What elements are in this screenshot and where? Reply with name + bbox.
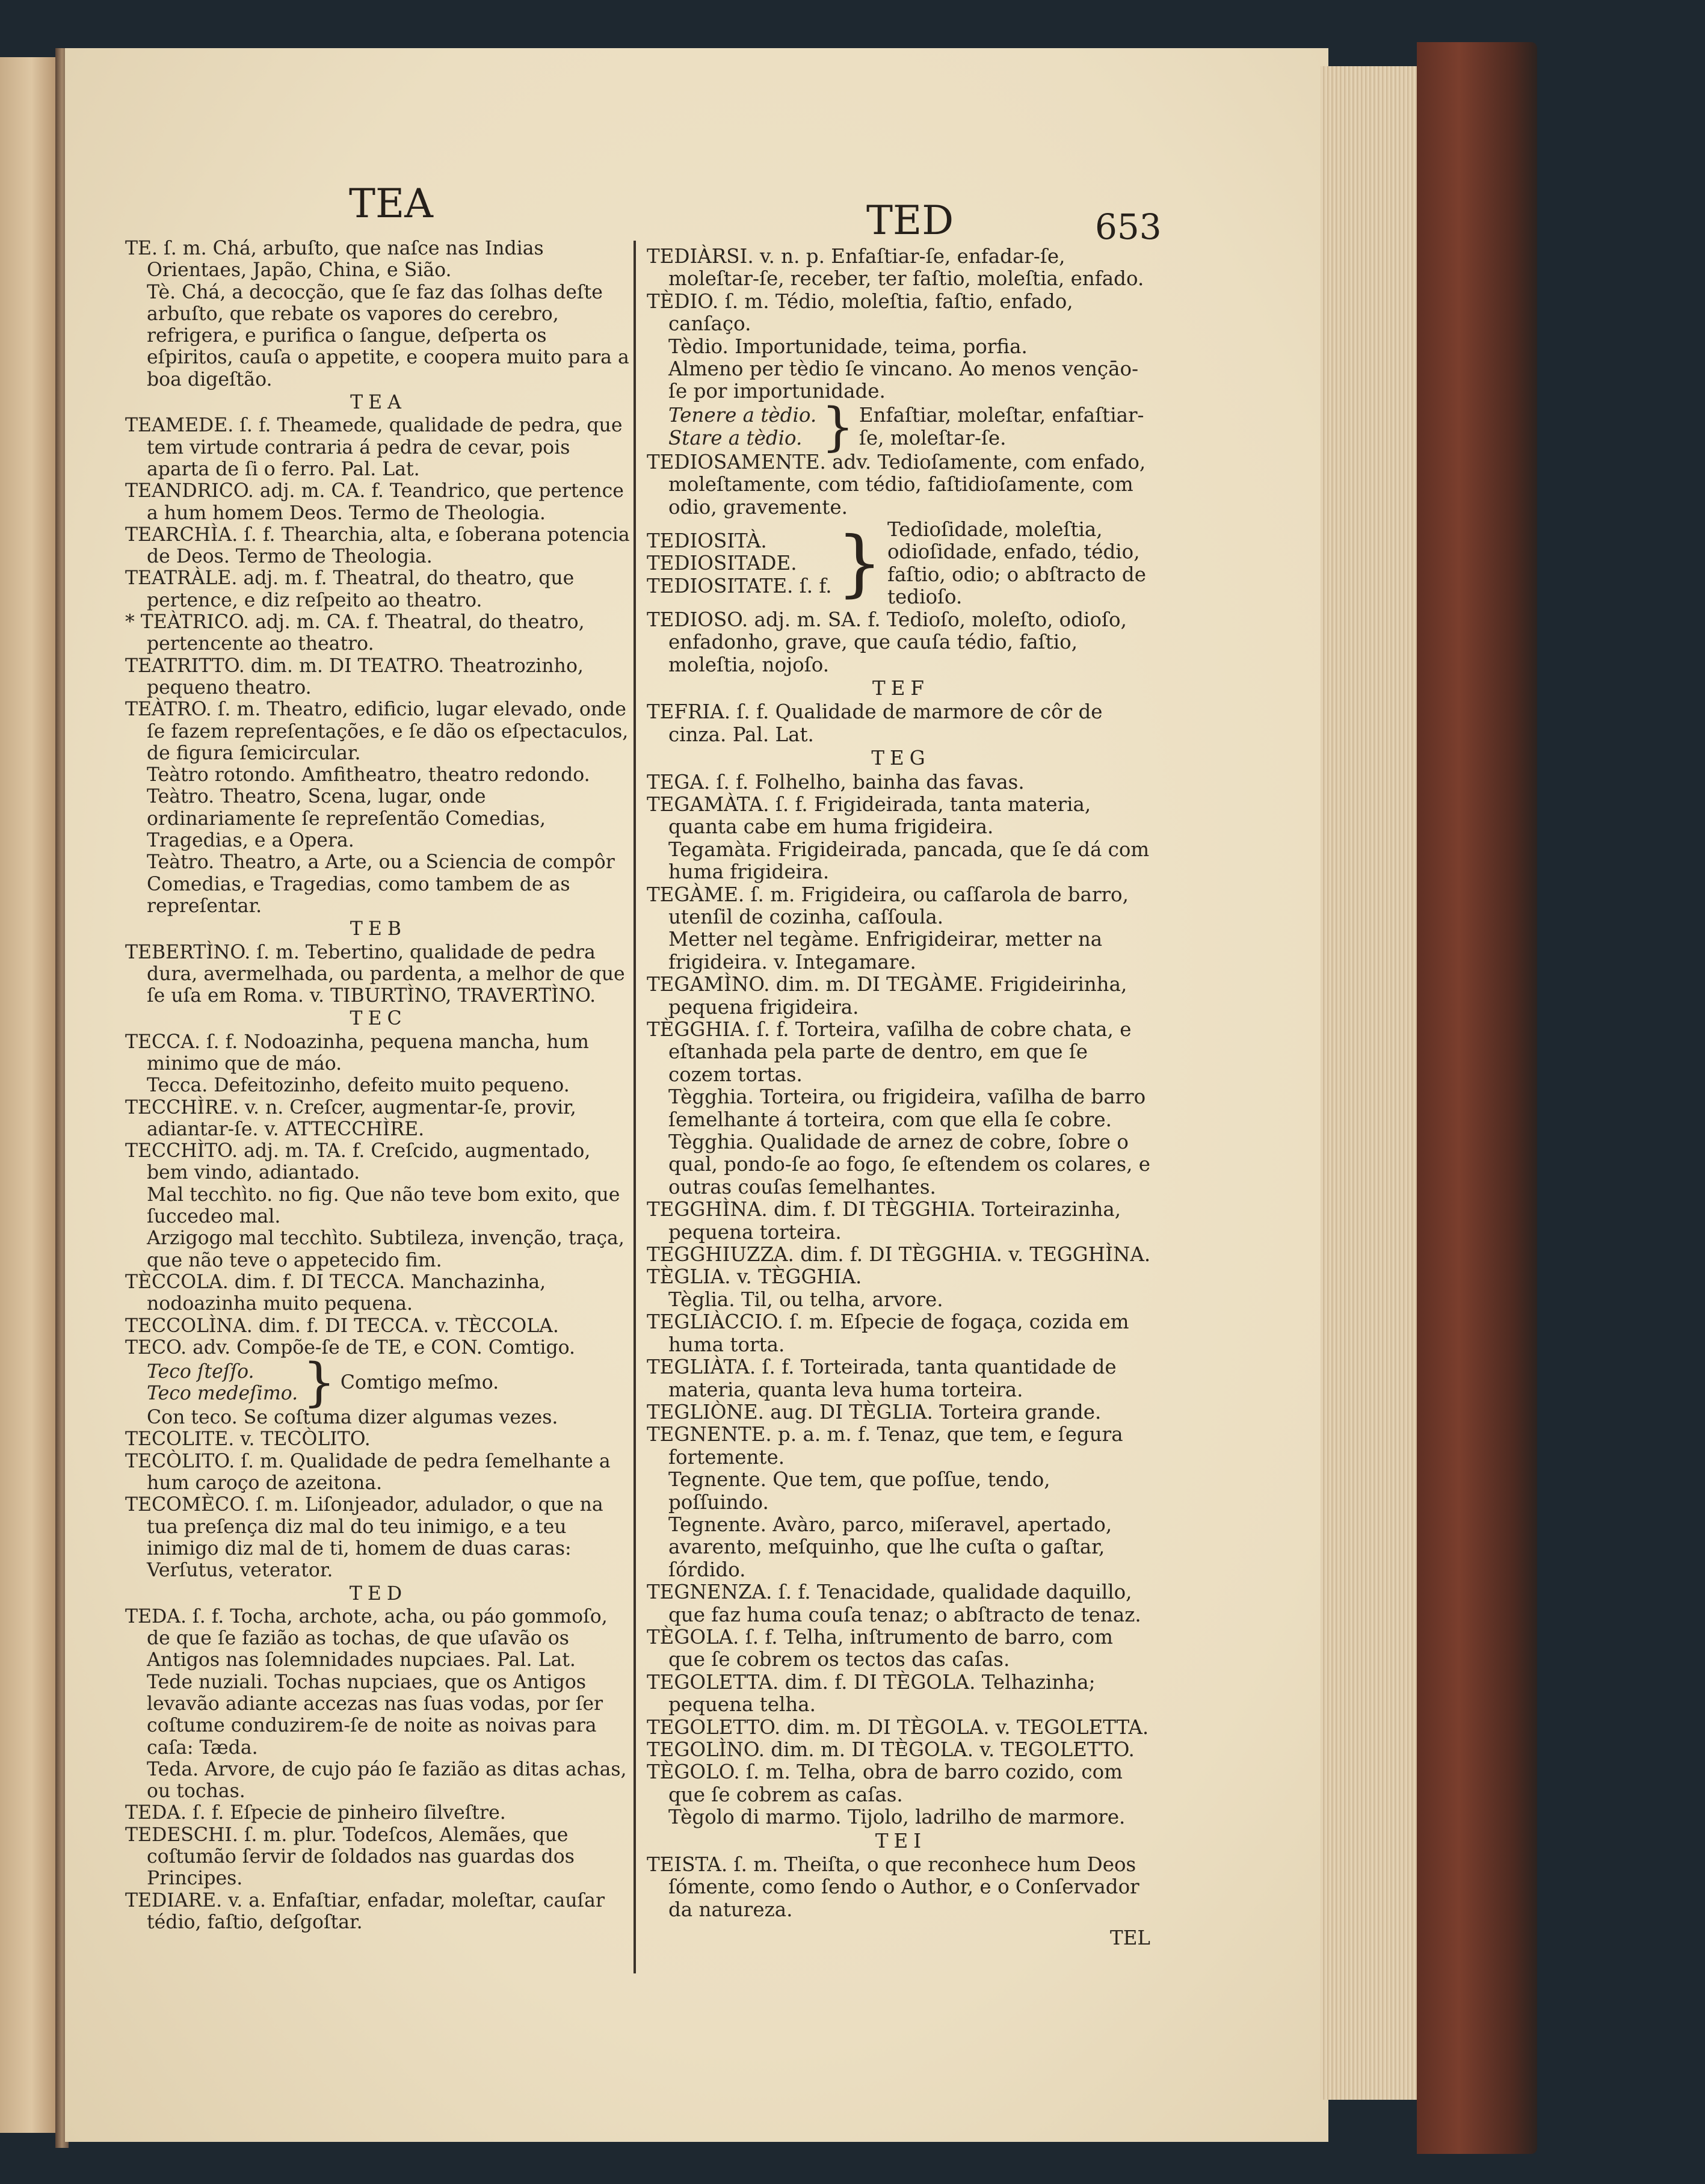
group-term: Tenere a tèdio. [668,404,817,427]
book-cover [1417,42,1537,2154]
dictionary-entry: TECCA. ſ. f. Nodoazinha, pequena mancha, hum minimo que de máo. [125,1031,589,1075]
sub-entry: Arzigogo mal tecchìto. Subtileza, invenção, traça, que não teve o appetecido fim. [147,1227,624,1271]
sub-entry: Teàtro. Theatro, a Arte, ou a Sciencia de compôr Comedias, e Tragedias, como tambem de as repreſentar. [147,851,615,917]
group-definition: Comtigo meſmo. [340,1371,499,1393]
sub-entry: Tèglia. Til, ou telha, arvore. [668,1288,943,1311]
dictionary-entry: TECO. adv. Compõe-ſe de TE, e CON. Comtigo. [125,1336,576,1359]
dictionary-entry: TÈCCOLA. dim. f. DI TECCA. Manchazinha, nodoazinha muito pequena. [125,1271,546,1315]
group-term: TEDIOSITADE. [647,552,797,575]
sub-entry: Teàtro. Theatro, Scena, lugar, onde ordinariamente ſe repreſentão Comedias, Tragedias, e a Opera. [147,786,546,852]
dictionary-entry: TEDIOSAMENTE. adv. Tedioſamente, com enfado, moleſtamente, com tédio, faſtidioſamente, com odio, gravemente. [647,450,1146,519]
section-heading: TEA [350,392,407,414]
dictionary-entry: TEFRIA. ſ. f. Qualidade de marmore de côr de cinza. Pal. Lat. [647,700,1103,746]
header-left: TEA [349,180,433,227]
dictionary-entry: TEGOLETTO. dim. m. DI TÈGOLA. v. TEGOLETTA. [647,1715,1149,1739]
sub-entry: Tegamàta. Frigideirada, pancada, que ſe dá com huma frigideira. [668,838,1150,884]
brace-glyph: } [821,396,854,457]
dictionary-entry: TEGNENTE. p. a. m. f. Tenaz, que tem, e ſegura fortemente. [647,1423,1123,1469]
sub-entry: Tegnente. Que tem, que poſſue, tendo, poſſuindo. [668,1468,1050,1514]
sub-entry: Tègghia. Qualidade de arnez de cobre, ſobre o qual, pondo-ſe ao fogo, ſe eſtendem os colares, e outras couſas ſemelhantes. [668,1131,1151,1198]
sub-entry: Tegnente. Avàro, parco, miſeravel, apertado, avarento, meſquinho, que lhe cuſta o gaſtar, ſórdido. [668,1513,1112,1581]
grouped-entry [125,1353,632,1413]
group-term: TEDIOSITATE. ſ. f. [647,574,832,597]
sub-entry: Almeno per tèdio ſe vincano. Ao menos vençāo-ſe por importunidade. [668,357,1139,403]
grouped-entry [647,396,1155,457]
dictionary-entry: TE. ſ. m. Chá, arbuſto, que naſce nas Indias Orientaes, Japão, China, e Sião. [125,238,544,282]
facing-page-edge [0,57,57,2133]
dictionary-entry: TEGGHIUZZA. dim. f. DI TÈGGHIA. v. TEGGHÌNA. [647,1243,1151,1266]
dictionary-entry: TEGAMÌNO. dim. m. DI TEGÀME. Frigideirinha, pequena frigideira. [647,973,1127,1019]
dictionary-entry: TEBERTÌNO. ſ. m. Tebertino, qualidade de pedra dura, avermelhada, ou pardenta, a melhor de que ſe uſa em Roma. v. TIBURTÌNO, TRAVERTÌNO. [125,941,625,1007]
column-rule [634,241,636,1973]
page-number: 653 [1095,206,1162,247]
dictionary-entry: TEGLIÀTA. ſ. f. Torteirada, tanta quantidade de materia, quanta leva huma torteira. [647,1356,1117,1401]
dictionary-entry: TEATRITTO. dim. m. DI TEATRO. Theatrozinho, pequeno theatro. [125,655,584,699]
dictionary-entry: TEANDRICO. adj. m. CA. f. Teandrico, que pertence a hum homem Deos. Termo de Theologia. [125,480,624,524]
dictionary-entry: TEDA. ſ. f. Eſpecie de pinheiro ſilveſtre. [125,1802,506,1824]
dictionary-entry: TEGÀME. ſ. m. Frigideira, ou caſſarola de barro, utenſil de cozinha, caſſoula. [647,883,1129,928]
dictionary-entry: TÈGOLO. ſ. m. Telha, obra de barro cozido, com que ſe cobrem as caſas. [647,1760,1123,1806]
dictionary-entry: TEAMEDE. ſ. f. Theamede, qualidade de pedra, que tem virtude contraria á pedra de cevar, pois aparta de ſi o ferro. Pal. Lat. [125,415,623,480]
dictionary-entry: TÈGLIA. v. TÈGGHIA. [647,1265,862,1289]
sub-entry: Mal tecchìto. no fig. Que não teve bom exito, que ſuccedeo mal. [147,1183,620,1228]
dictionary-entry: TÈDIO. ſ. m. Tédio, moleſtia, faſtio, enfado, canſaço. [647,289,1073,336]
dictionary-entry: TEÀTRO. ſ. m. Theatro, edificio, lugar elevado, onde ſe fazem repreſentações, e ſe dão os eſpectaculos, de figura ſemicircular. [125,699,629,764]
section-heading: TEI [875,1829,927,1852]
dictionary-entry: TÈGGHIA. ſ. f. Torteira, vaſilha de cobre chata, e eſtanhada pela parte de dentro, em que ſe cozem tortas. [647,1018,1132,1086]
brace-glyph: } [303,1353,336,1413]
brace-glyph: } [836,521,883,605]
dictionary-entry: TEDESCHI. ſ. m. plur. Todeſcos, Alemães, que coſtumão ſervir de ſoldados nas guardas dos Principes. [125,1824,575,1890]
dictionary-entry: TEGA. ſ. f. Folhelho, bainha das favas. [647,770,1025,794]
dictionary-entry: TECCOLÌNA. dim. f. DI TECCA. v. TÈCCOLA. [125,1315,559,1337]
header-center: TED [866,197,954,244]
sub-entry: Tecca. Defeitozinho, defeito muito pequeno. [147,1075,570,1097]
dictionary-entry: TEGOLETTA. dim. f. DI TÈGOLA. Telhazinha; pequena telha. [647,1670,1096,1717]
dictionary-entry: TEDIOSO. adj. m. SA. f. Tedioſo, moleſto, odioſo, enfadonho, grave, que cauſa tédio, faſtio, moleſtia, nojoſo. [647,608,1127,676]
dictionary-entry: * TEÀTRICO. adj. m. CA. f. Theatral, do theatro, pertencente ao theatro. [125,611,585,655]
section-heading: TEB [350,918,407,940]
sub-entry: Metter nel tegàme. Enfrigideirar, metter na frigideira. v. Integamare. [668,928,1103,973]
dictionary-entry: TEGOLÌNO. dim. m. DI TÈGOLA. v. TEGOLETTO. [647,1738,1135,1761]
dictionary-entry: TEATRÀLE. adj. m. f. Theatral, do theatro, que pertence, e diz reſpeito ao theatro. [125,567,575,611]
sub-entry: Tègolo di marmo. Tijolo, ladrilho de marmore. [668,1806,1126,1829]
group-term: Teco medeſimo. [147,1383,298,1405]
dictionary-entry: TECOLITE. v. TECÒLITO. [125,1428,371,1451]
catchword: TEL [1110,1926,1150,1950]
section-heading: TEC [350,1008,407,1030]
group-term: TEDIOSITÀ. [647,529,767,552]
dictionary-entry: TEGNENZA. ſ. f. Tenacidade, qualidade daquillo, que faz huma couſa tenaz; o abſtracto de tenaz. [647,1581,1141,1626]
dictionary-entry: TECCHÌTO. adj. m. TA. f. Creſcido, augmentado, bem vindo, adiantado. [125,1140,591,1184]
grouped-entry [647,519,1155,609]
group-term: Teco ſteſſo. [147,1360,254,1383]
sub-entry: Tèdio. Importunidade, teima, porfia. [668,335,1028,358]
dictionary-entry: TEDA. ſ. f. Tocha, archote, acha, ou páo gommoſo, de que ſe fazião as tochas, de que uſavão os Antigos nas ſolemnidades nupciaes. Pal. Lat. [125,1605,608,1671]
dictionary-entry: TEDIÀRSI. v. n. p. Enfaſtiar-ſe, enfadar-ſe, moleſtar-ſe, receber, ter faſtio, moleſtia, enfado. [647,245,1144,291]
section-heading: TED [349,1582,408,1605]
group-definition: Tedioſidade, moleſtia, odioſidade, enfado, tédio, faſtio, odio; o abſtracto de tedioſo. [887,518,1146,609]
left-column [125,238,632,1933]
sub-entry: Con teco. Se coſtuma dizer algumas vezes. [147,1407,558,1429]
dictionary-entry: TECÒLITO. ſ. m. Qualidade de pedra ſemelhante a hum caroço de azeitona. [125,1450,611,1495]
sub-entry: Tede nuziali. Tochas nupciaes, que os Antigos levavão adiante accezas nas ſuas vodas, por ſer coſtume conduzirem-ſe de noite as noivas para caſa: Tæda. [147,1671,603,1759]
dictionary-entry: TEARCHÌA. ſ. f. Thearchia, alta, e ſoberana potencia de Deos. Termo de Theologia. [125,523,630,568]
dictionary-entry: TECCHÌRE. v. n. Creſcer, augmentar-ſe, provir, adiantar-ſe. v. ATTECCHÌRE. [125,1096,576,1140]
group-definition: Enfaſtiar, moleſtar, enfaſtiar-ſe, moleſtar-ſe. [859,404,1144,449]
sub-entry: Teàtro rotondo. Amfitheatro, theatro redondo. [147,764,590,786]
dictionary-entry: TEDIARE. v. a. Enfaſtiar, enfadar, moleſtar, cauſar tédio, faſtio, deſgoſtar. [125,1889,605,1933]
right-column [647,245,1155,1950]
dictionary-entry: TECOMÈCO. ſ. m. Liſonjeador, adulador, o que na tua preſença diz mal do teu inimigo, e a teu inimigo diz mal de ti, homem de duas caras: Verſutus, veterator. [125,1494,603,1582]
dictionary-entry: TEGLIÒNE. aug. DI TÈGLIA. Torteira grande. [647,1400,1102,1424]
sub-entry: Tègghia. Torteira, ou frigideira, vaſilha de barro ſemelhante á torteira, com que ella ſe cobre. [668,1085,1146,1131]
section-heading: TEF [872,676,930,700]
dictionary-entry: TEGLIÀCCIO. ſ. m. Eſpecie de fogaça, cozida em huma torta. [647,1310,1129,1356]
sub-entry: Teda. Arvore, de cujo páo ſe fazião as ditas achas, ou tochas. [147,1758,627,1803]
section-heading: TEG [871,747,931,770]
sub-entry: Tè. Chá, a decocção, que ſe faz das ſolhas deſte arbuſto, que rebate os vapores do cerebro, refrigera, e purifica o ſangue, deſperta os eſpiritos, cauſa o appetite, e coopera muito para a boa digeſtão. [147,281,629,390]
group-term: Stare a tèdio. [668,426,803,449]
dictionary-entry: TEGGHÌNA. dim. f. DI TÈGGHIA. Torteirazinha, pequena torteira. [647,1198,1121,1244]
dictionary-entry: TEISTA. ſ. m. Theiſta, o que reconhece hum Deos ſómente, como ſendo o Author, e o Conſervador da natureza. [647,1853,1139,1921]
page-edges [1321,66,1420,2100]
dictionary-entry: TÈGOLA. ſ. f. Telha, inſtrumento de barro, com que ſe cobrem os tectos das caſas. [647,1625,1113,1671]
dictionary-entry: TEGAMÀTA. ſ. f. Frigideirada, tanta materia, quanta cabe em huma frigideira. [647,792,1091,839]
